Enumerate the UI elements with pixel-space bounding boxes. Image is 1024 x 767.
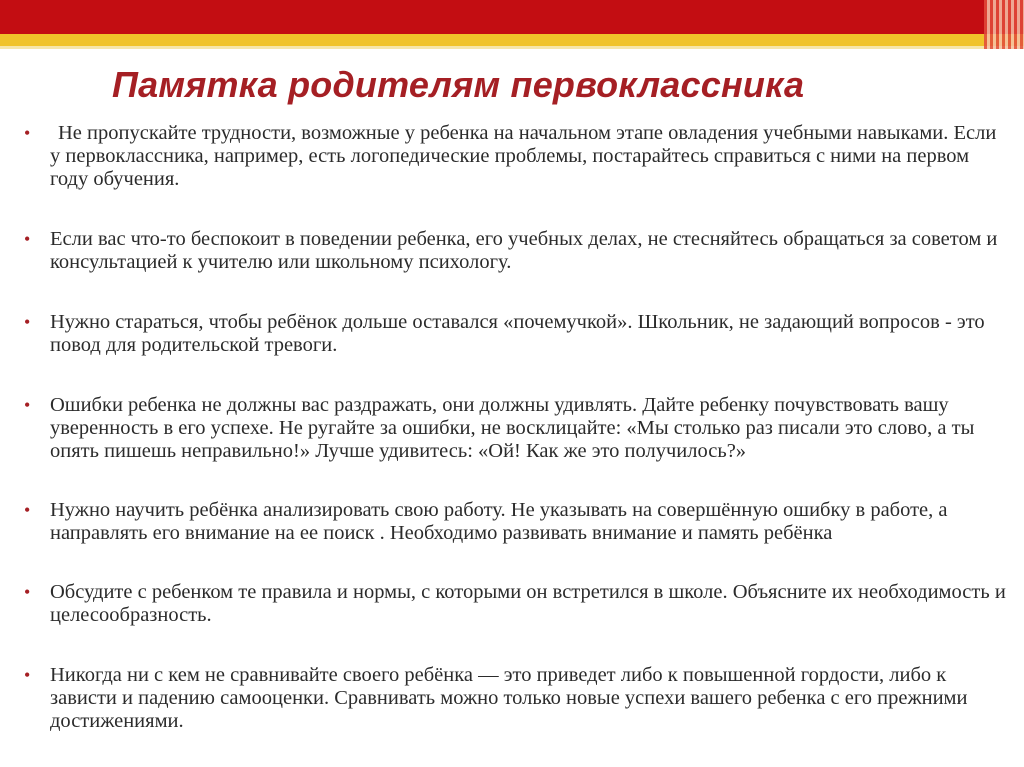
bullet-marker: • <box>24 500 31 520</box>
bullet-item <box>20 664 1010 733</box>
header-red-band <box>0 0 1024 34</box>
bullet-item <box>20 228 1010 274</box>
slide-title: Памятка родителям первоклассника <box>112 64 805 105</box>
bullet-marker: • <box>24 582 31 602</box>
bullet-marker: • <box>24 229 31 249</box>
bullet-text: Если вас что-то беспокоит в поведении ребенка, его учебных делах, не стесняйтесь обращаться за советом и консультацией к учителю или школьному психологу. <box>50 228 998 273</box>
bullet-item <box>20 499 1010 545</box>
header-light-stripe <box>0 46 1024 49</box>
bullet-item <box>20 581 1010 627</box>
header-corner-accent <box>984 0 1024 49</box>
bullet-text: Нужно стараться, чтобы ребёнок дольше оставался «почемучкой». Школьник, не задающий вопросов - это повод для родительской тревоги. <box>50 311 985 356</box>
bullet-text: Обсудите с ребенком те правила и нормы, с которыми он встретился в школе. Объясните их необходимость и целесообразность. <box>50 581 1006 626</box>
bullet-list <box>20 122 1010 733</box>
bullet-text: Не пропускайте трудности, возможные у ребенка на начальном этапе овладения учебными навыками. Если у первоклассника, например, есть логопедические проблемы, постарайтесь справиться с ними на первом году обучения. <box>50 122 997 190</box>
bullet-marker: • <box>24 123 31 143</box>
bullet-item <box>20 311 1010 357</box>
bullet-text: Нужно научить ребёнка анализировать свою работу. Не указывать на совершённую ошибку в работе, а направлять его внимание на ее поиск . Необходимо развивать внимание и память ребёнка <box>50 499 948 544</box>
header-yellow-stripe <box>0 34 1024 46</box>
bullet-item <box>20 394 1010 463</box>
bullet-text: Ошибки ребенка не должны вас раздражать, они должны удивлять. Дайте ребенку почувствовать вашу уверенность в его успехе. Не ругайте за ошибки, не восклицайте: «Мы столько раз писали это слово, а ты опять пишешь неправильно!» Лучше удивитесь: «Ой! Как же это получилось?» <box>50 394 975 462</box>
bullet-marker: • <box>24 312 31 332</box>
bullet-marker: • <box>24 665 31 685</box>
bullet-text: Никогда ни с кем не сравнивайте своего ребёнка — это приведет либо к повышенной гордости, либо к зависти и падению самооценки. Сравнивать можно только новые успехи вашего ребенка с его прежними достижениями. <box>50 664 968 732</box>
bullet-marker: • <box>24 395 31 415</box>
bullet-item <box>20 122 1010 191</box>
